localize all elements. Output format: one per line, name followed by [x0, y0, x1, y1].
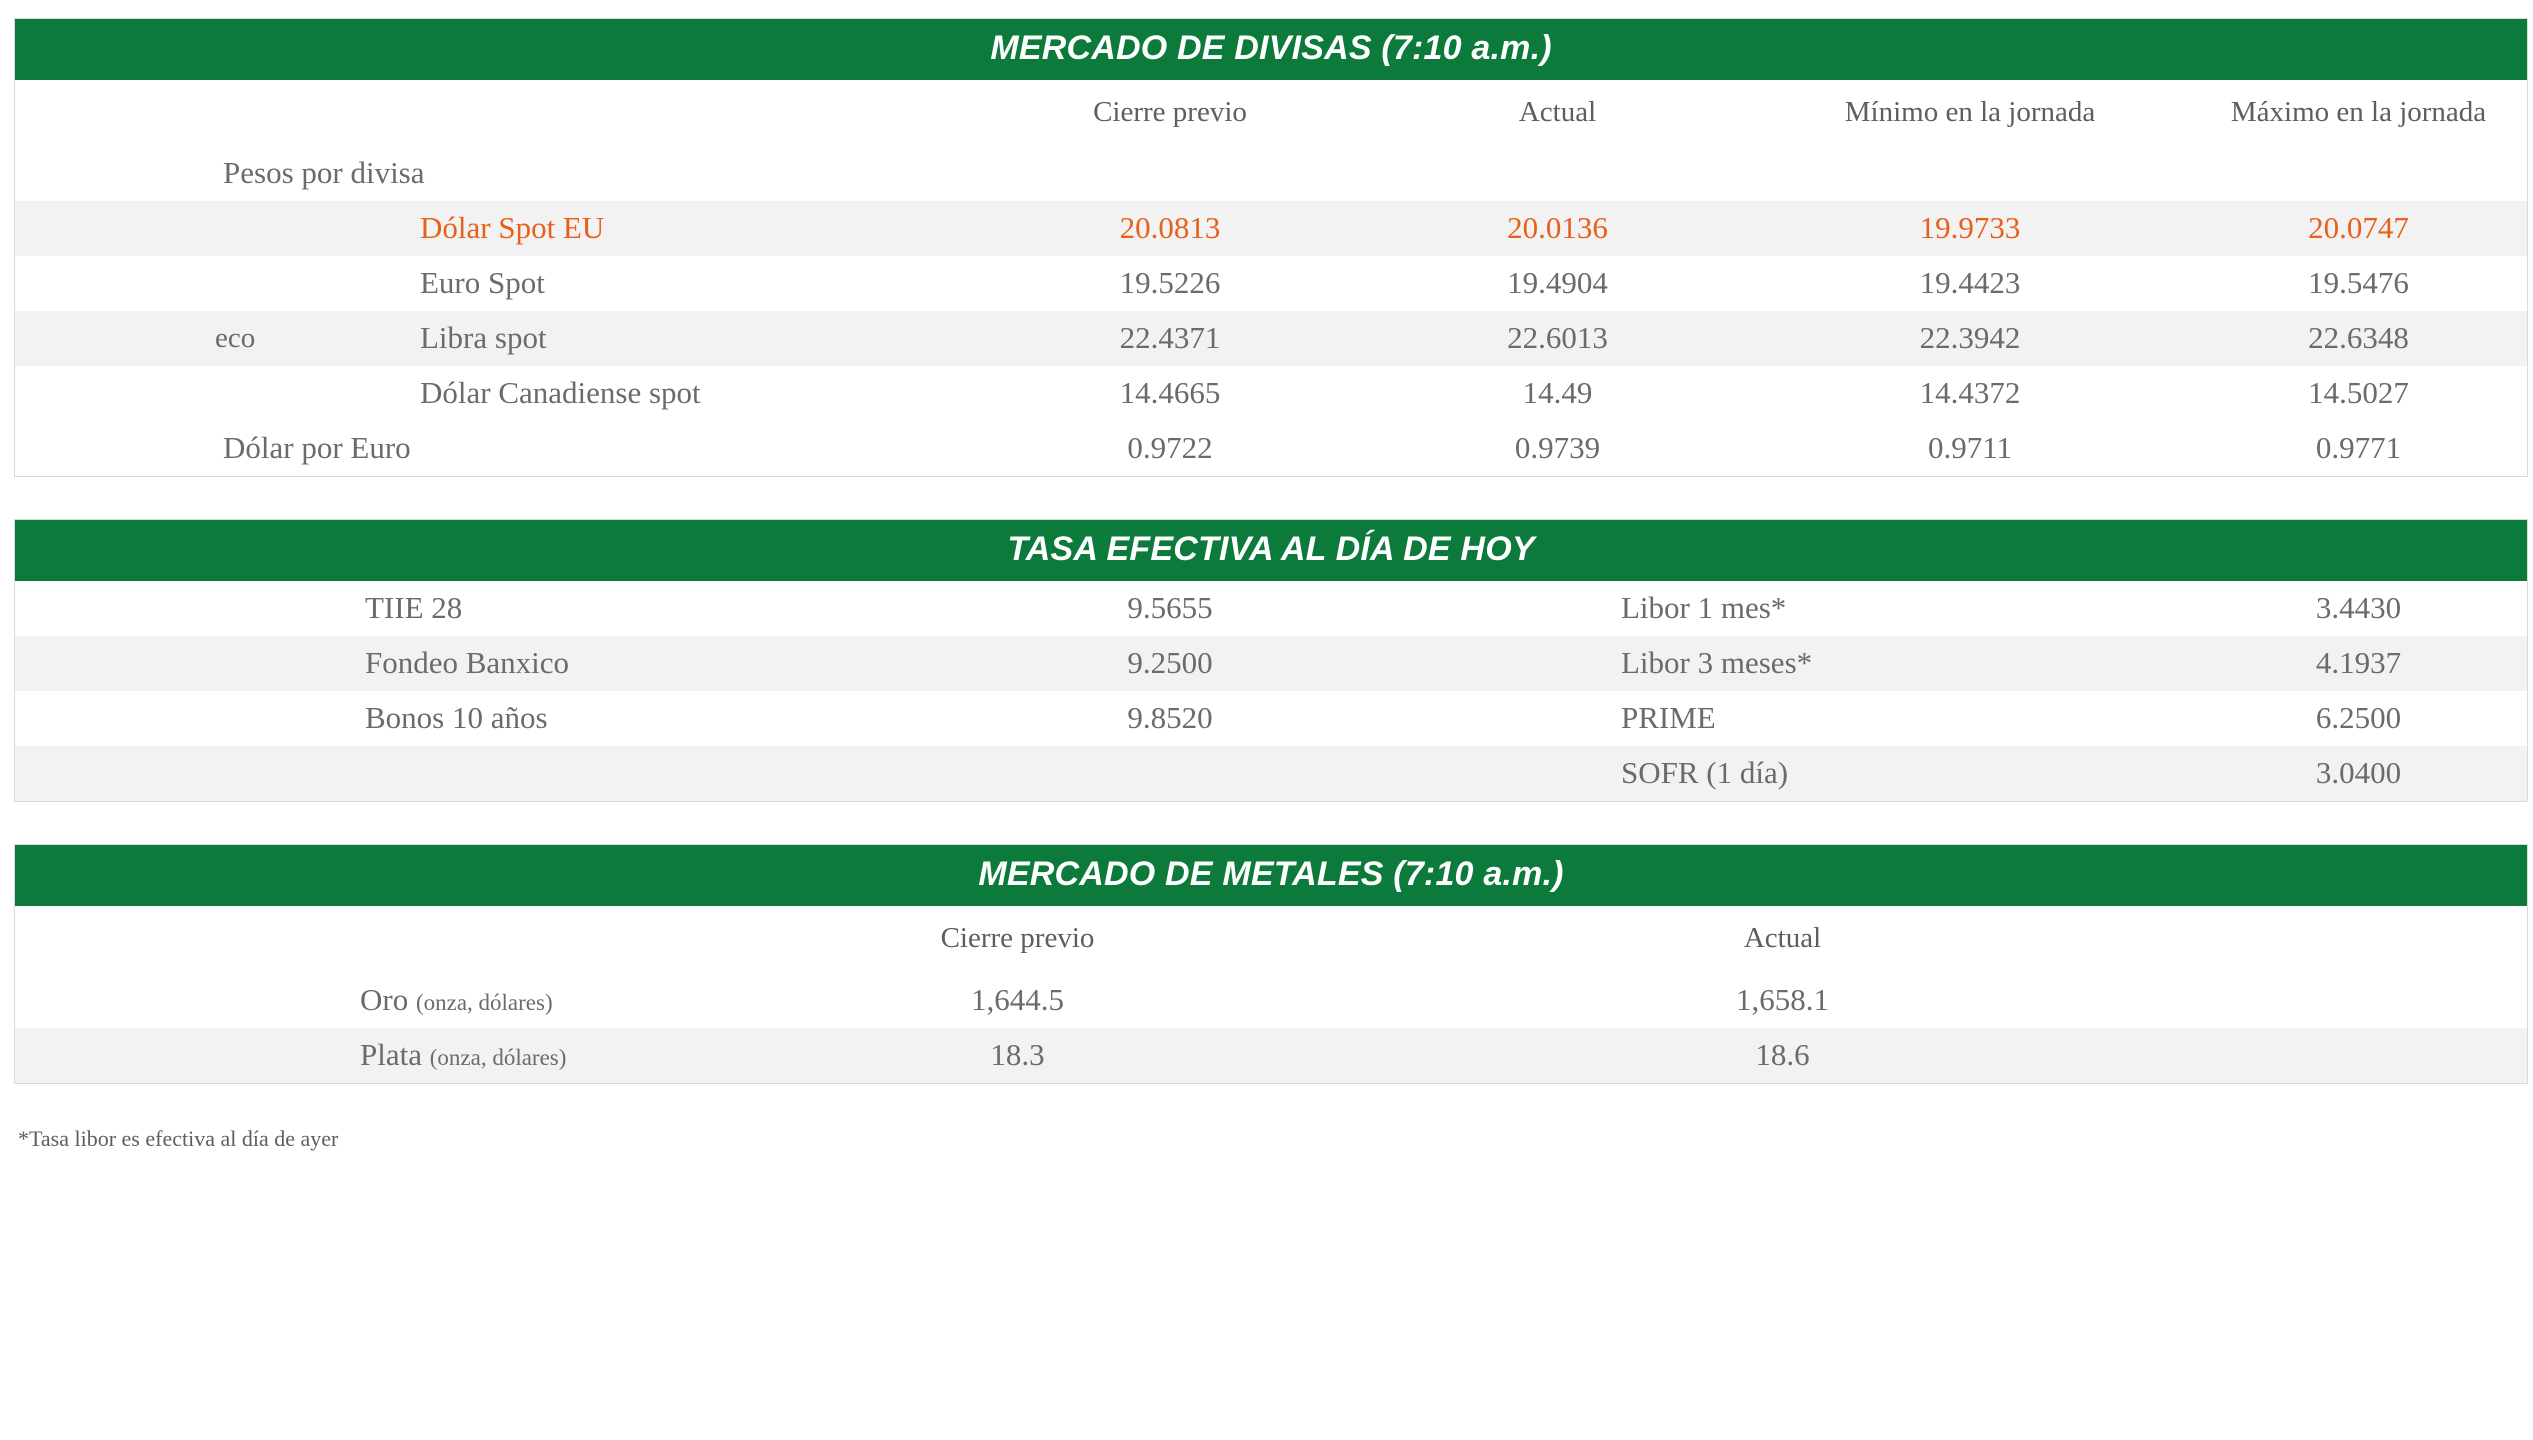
- fx-header-row: [15, 80, 2527, 146]
- rate-left-name: [15, 746, 975, 801]
- rates-table-block: [14, 519, 2528, 802]
- fx-header-blank-1: [15, 80, 215, 146]
- fx-row-minimo: 14.4372: [1919, 375, 2021, 411]
- table-row: [15, 201, 2527, 256]
- rates-table: [15, 520, 2527, 801]
- table-row: [15, 746, 2527, 801]
- fx-footer-maximo: 0.9771: [2315, 430, 2402, 466]
- table-row: [15, 691, 2527, 746]
- metals-row-actual: 18.6: [1375, 1028, 2190, 1083]
- fx-row-sidecell: [15, 201, 215, 256]
- rate-right-value: 4.1937: [2190, 636, 2527, 691]
- fx-header-actual: Actual: [1518, 96, 1597, 128]
- fx-header-blank-2: [215, 80, 975, 146]
- rate-right-name: SOFR (1 día): [1615, 746, 2190, 801]
- rate-gap: [1365, 746, 1615, 801]
- metals-row-actual: 1,658.1: [1736, 981, 1829, 1017]
- fx-row-minimo: 22.3942: [1750, 311, 2190, 366]
- metals-header-blank-2: [2190, 906, 2527, 972]
- fx-group-blank-2: [1365, 146, 1750, 201]
- fx-row-cierre-previo: 19.5226: [1119, 265, 1221, 301]
- rates-title: TASA EFECTIVA AL DÍA DE HOY: [15, 520, 2527, 581]
- metals-row-name: Plata: [360, 1036, 422, 1072]
- metals-row-name-cell: [15, 973, 660, 1028]
- metals-header-row: [15, 906, 2527, 972]
- rate-left-name: Bonos 10 años: [365, 700, 548, 736]
- table-row: [15, 973, 2527, 1028]
- table-row: [15, 1028, 2527, 1083]
- table-row: [15, 366, 2527, 421]
- fx-row-minimo: 19.4423: [1919, 265, 2021, 301]
- metals-header-cierre-previo: Cierre previo: [940, 922, 1095, 955]
- fx-row-cierre-previo: 20.0813: [975, 201, 1365, 256]
- fx-row-actual: 14.49: [1522, 375, 1593, 411]
- metals-row-cierre-previo: 1,644.5: [971, 981, 1064, 1017]
- metals-row-blank: [2190, 1028, 2527, 1083]
- fx-row-sidecell: [15, 366, 215, 421]
- rate-left-value: [975, 746, 1365, 801]
- metals-row-name-cell: [15, 1028, 660, 1083]
- metals-row-name: Oro: [360, 981, 409, 1017]
- fx-header-cierre-previo: Cierre previo: [1093, 96, 1247, 128]
- metals-table-block: [14, 844, 2528, 1083]
- metals-title: MERCADO DE METALES (7:10 a.m.): [15, 845, 2527, 906]
- rate-right-value: 3.4430: [2315, 590, 2402, 626]
- footnote: *Tasa libor es efectiva al día de ayer: [18, 1125, 339, 1151]
- fx-side-note: eco: [15, 311, 215, 366]
- rate-gap: [1365, 691, 1615, 746]
- fx-header-minimo: Mínimo en la jornada: [1844, 96, 2096, 128]
- rate-left-name: TIIE 28: [365, 590, 463, 626]
- rate-right-value: 6.2500: [2315, 700, 2402, 736]
- fx-row-actual: 20.0136: [1365, 201, 1750, 256]
- rates-title-bar: [15, 520, 2527, 581]
- metals-header-blank: [15, 906, 660, 972]
- fx-row-cierre-previo: 14.4665: [1119, 375, 1221, 411]
- fx-row-actual: 22.6013: [1365, 311, 1750, 366]
- fx-row-sidecell: [15, 256, 215, 311]
- fx-footer-minimo: 0.9711: [1927, 430, 2013, 466]
- rate-gap: [1365, 636, 1615, 691]
- fx-group-label-row: [15, 146, 2527, 201]
- rate-right-name: PRIME: [1621, 700, 1716, 736]
- fx-footer-actual: 0.9739: [1514, 430, 1601, 466]
- rate-right-value: 3.0400: [2190, 746, 2527, 801]
- rate-left-value: 9.5655: [1127, 590, 1213, 626]
- table-row: [15, 256, 2527, 311]
- fx-row-name: Libra spot: [215, 311, 975, 366]
- rate-gap: [1365, 581, 1615, 636]
- metals-header-actual: Actual: [1743, 922, 1822, 955]
- fx-footer-cierre-previo: 0.9722: [1127, 430, 1213, 466]
- table-row: [15, 581, 2527, 636]
- table-row: [15, 421, 2527, 476]
- fx-row-name: Dólar Spot EU: [215, 201, 975, 256]
- metals-table: [15, 845, 2527, 1082]
- fx-row-maximo: 14.5027: [2308, 375, 2409, 411]
- fx-title: MERCADO DE DIVISAS (7:10 a.m.): [15, 19, 2527, 80]
- fx-group-label: Pesos por divisa: [223, 155, 425, 191]
- fx-table-block: [14, 18, 2528, 477]
- fx-row-maximo: 20.0747: [2190, 201, 2527, 256]
- rate-left-value: 9.8520: [1127, 700, 1213, 736]
- metals-title-bar: [15, 845, 2527, 906]
- fx-title-bar: [15, 19, 2527, 80]
- fx-footer-name: Dólar por Euro: [223, 430, 411, 466]
- fx-group-blank-1: [975, 146, 1365, 201]
- rate-right-name: Libor 1 mes*: [1621, 590, 1787, 626]
- fx-header-maximo: Máximo en la jornada: [2230, 96, 2487, 128]
- fx-group-blank-3: [1750, 146, 2190, 201]
- fx-group-blank-4: [2190, 146, 2527, 201]
- table-row: [15, 311, 2527, 366]
- fx-row-maximo: 19.5476: [2308, 265, 2409, 301]
- fx-row-maximo: 22.6348: [2190, 311, 2527, 366]
- fx-table: [15, 19, 2527, 476]
- fx-row-cierre-previo: 22.4371: [975, 311, 1365, 366]
- table-row: [15, 636, 2527, 691]
- fx-row-name: Dólar Canadiense spot: [420, 375, 701, 411]
- fx-row-minimo: 19.9733: [1750, 201, 2190, 256]
- fx-row-actual: 19.4904: [1507, 265, 1608, 301]
- metals-row-cierre-previo: 18.3: [660, 1028, 1375, 1083]
- metals-row-blank: [2190, 973, 2527, 1028]
- metals-row-unit: (onza, dólares): [415, 989, 553, 1015]
- fx-row-name: Euro Spot: [420, 265, 545, 301]
- rate-left-name: Fondeo Banxico: [15, 636, 975, 691]
- rate-left-value: 9.2500: [975, 636, 1365, 691]
- rate-right-name: Libor 3 meses*: [1615, 636, 2190, 691]
- metals-row-unit: (onza, dólares): [429, 1044, 567, 1070]
